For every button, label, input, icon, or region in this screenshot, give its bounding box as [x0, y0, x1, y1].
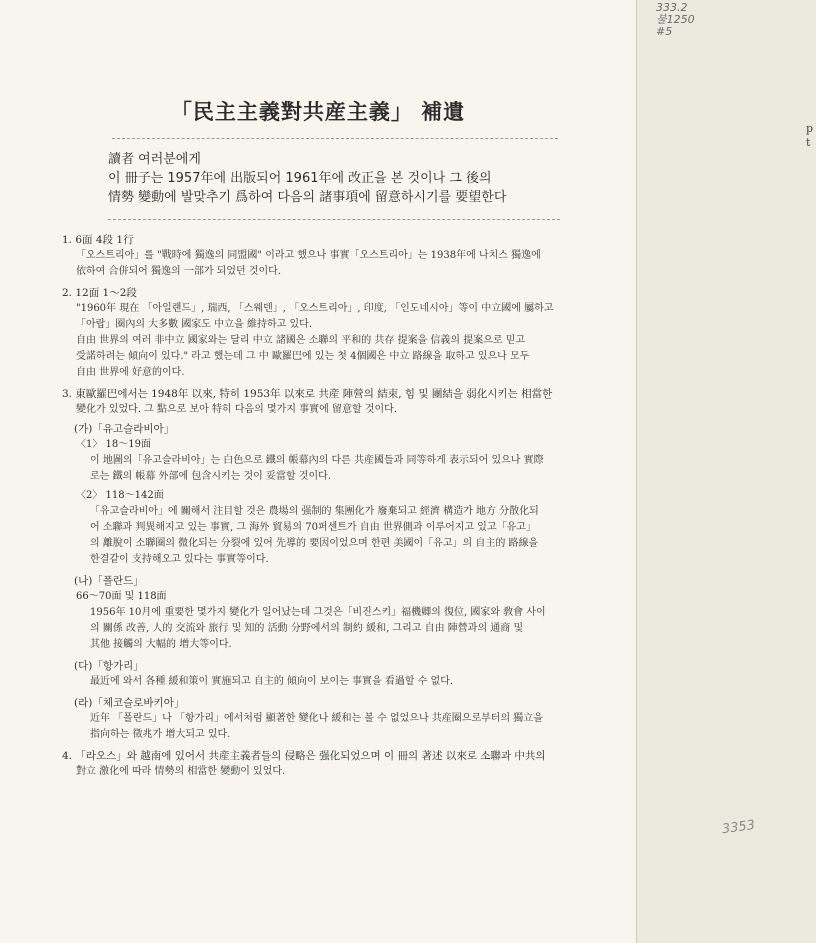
document-body	[62, 232, 617, 780]
paragraph-line: 「유고슬라비아」에 關해서 注目할 것은 農場의 强制的 集團化가 廢棄되고 經濟 構造가 地方 分散化되	[90, 506, 539, 517]
intro-line: 讀者 여러분에게	[108, 152, 201, 167]
paragraph-line: 「오스트리아」를 "戰時에 獨逸의 同盟國" 이라고 했으나 事實「오스트리아」는 1938年에 나치스 獨逸에	[76, 250, 541, 261]
intro-divider	[108, 219, 560, 220]
handwritten-number: 3353	[721, 817, 756, 838]
paragraph-line: 對立 激化에 따라 情勢의 相當한 變動이 있었다.	[76, 766, 286, 777]
section-heading: 3. 東歐羅巴에서는 1948年 以來, 特히 1953年 以來로 共産 陣營의 結束, 힘 및 團結을 弱化시키는 相當한	[62, 388, 553, 400]
intro-line: 情勢 變動에 발맞추기 爲하여 다음의 諸事項에 留意하시기를 要望한다	[108, 190, 507, 205]
handwritten-line: #5	[656, 25, 673, 38]
section-heading: 1. 6面 4段 1行	[62, 234, 134, 246]
paragraph-line: 「아랍」圈內의 大多數 國家도 中立을 維持하고 있다.	[76, 319, 313, 330]
paragraph-line: 自由 世界의 여러 非中立 國家와는 달리 中立 諸國은 소聯의 平和的 共存 提案을 信義의 提案으로 믿고	[76, 335, 526, 346]
page-range: 〈1〉 18～19面	[76, 439, 151, 450]
subsection-hungary: (다)「항가리」	[74, 660, 144, 672]
title-divider	[112, 138, 558, 139]
handwritten-line: 불1250	[656, 13, 695, 26]
subsection-yugoslavia: (가)「유고슬라비아」	[74, 423, 175, 435]
paragraph-line: 依하여 合併되어 獨逸의 一部가 되었던 것이다.	[76, 266, 281, 277]
section-3	[62, 386, 617, 743]
section-2	[62, 285, 617, 381]
intro-block	[108, 150, 506, 207]
paragraph-line: 어 소聯과 判異해지고 있는 事實, 그 海外 貿易의 70퍼센트가 自由 世界側과 이루어지고 있고「유고」	[90, 522, 536, 533]
subsection-czechoslovakia: (라)「체코슬로바키아」	[74, 697, 185, 709]
page-range: 〈2〉 118～142面	[76, 490, 164, 501]
paragraph-line: 變化가 있었다. 그 點으로 보아 特히 다음의 몇가지 事實에 留意할 것이다.	[76, 404, 398, 415]
paragraph-line: 其他 接觸의 大幅的 增大等이다.	[90, 639, 232, 650]
edge-letter: p	[806, 122, 814, 135]
paragraph-line: "1960年 現在 「아일랜드」, 瑞西, 「스웨덴」, 「오스트리아」, 印度, 「인도네시아」等이 中立國에 屬하고	[76, 303, 554, 314]
paragraph-line: 한결같이 支持해오고 있다는 事實等이다.	[90, 554, 269, 565]
paragraph-line: 近年 「폴란드」나 「항가리」에서처럼 顯著한 變化나 緩和는 볼 수 없었으나 共産圈으로부터의 獨立을	[90, 713, 543, 724]
page-range: 66～70面 및 118面	[76, 591, 167, 602]
paragraph-line: 의 關係 改善, 人的 交流와 旅行 및 知的 活動 分野에서의 制約 緩和, 그리고 自由 陣營과의 通商 및	[90, 623, 524, 634]
paragraph-line: 指向하는 徵兆가 增大되고 있다.	[90, 729, 231, 740]
section-heading: 2. 12面 1～2段	[62, 287, 137, 299]
subsection-poland: (나)「폴란드」	[74, 575, 144, 587]
background-sheet	[636, 0, 816, 943]
section-1	[62, 232, 617, 280]
section-4	[62, 748, 617, 780]
paragraph-line: 의 離脫이 소聯圈의 微化되는 分裂에 있어 先導的 要因이었으며 한편 美國이「유고」의 自主的 路線을	[90, 538, 539, 549]
paragraph-line: 最近에 와서 各種 緩和策이 實施되고 自主的 傾向이 보이는 事實을 看過할 수 없다.	[90, 676, 454, 687]
handwritten-call-number	[656, 2, 695, 38]
intro-line: 이 冊子는 1957年에 出版되어 1961年에 改正을 본 것이나 그 後의	[108, 171, 492, 186]
section-heading: 4. 「라오스」와 越南에 있어서 共産主義者들의 侵略은 强化되었으며 이 冊의 著述 以來로 소聯과 中共의	[62, 750, 546, 762]
paragraph-line: 受諾하려는 傾向이 있다." 라고 했는데 그 中 歐羅巴에 있는 첫 4個國은 中立 路線을 取하고 있으나 모두	[76, 351, 530, 362]
paragraph-line: 1956年 10月에 重要한 몇가지 變化가 일어났는데 그것은「비진스키」福機卿의 復位, 國家와 敎會 사이	[90, 607, 546, 618]
handwritten-line: 333.2	[656, 1, 688, 14]
paragraph-line: 로는 鐵의 帳幕 外部에 包含시키는 것이 妥當할 것이다.	[90, 471, 332, 482]
document-title: 「民主主義對共産主義」 補遺	[170, 99, 466, 124]
edge-letter: t	[806, 136, 811, 149]
paragraph-line: 이 地圖의「유고슬라비아」는 白色으로 鐵의 帳幕內의 다른 共産國들과 同等하게 表示되어 있으나 實際	[90, 455, 544, 466]
paragraph-line: 自由 世界에 好意的이다.	[76, 367, 185, 378]
edge-text	[806, 122, 813, 150]
